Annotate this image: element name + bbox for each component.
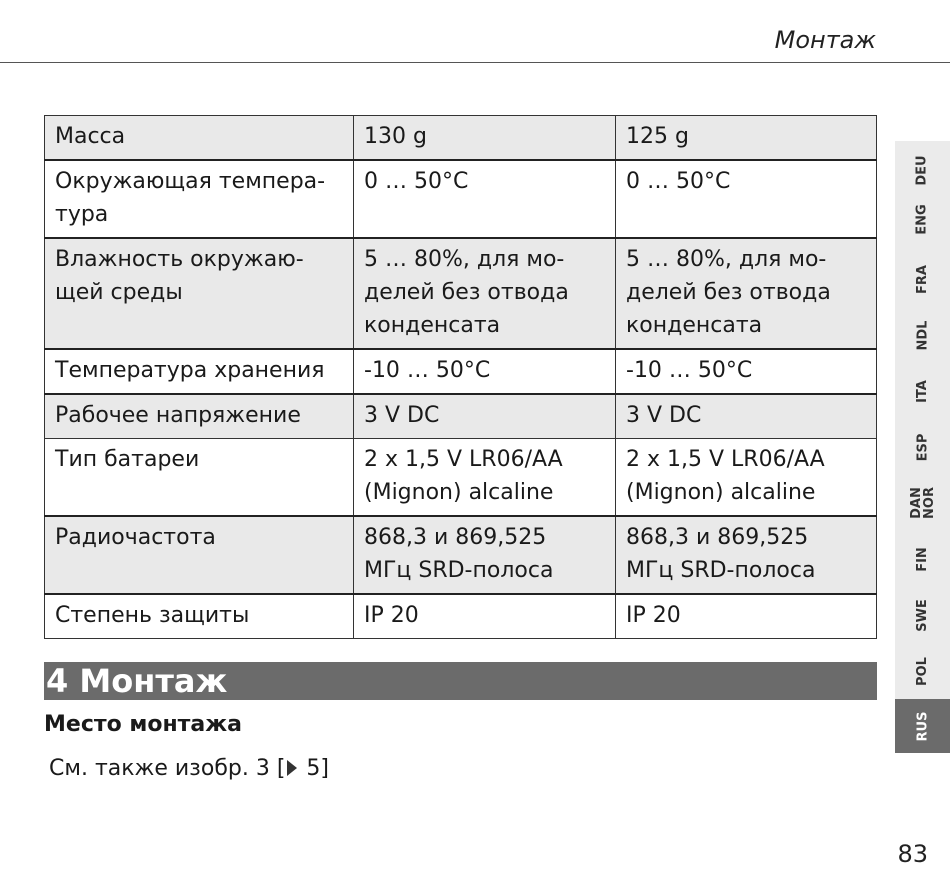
lang-tab-label: RUS xyxy=(915,711,930,741)
table-row xyxy=(45,439,877,517)
table-cell-value: -10 … 50°C xyxy=(354,349,616,394)
lang-tab-deu[interactable] xyxy=(895,141,950,199)
table-cell-label: Масса xyxy=(45,116,354,161)
lang-tab-ita[interactable] xyxy=(895,363,950,419)
table-cell-value: 130 g xyxy=(354,116,616,161)
specifications-table xyxy=(44,115,877,639)
table-row xyxy=(45,116,877,161)
subsection-heading: Место монтажа xyxy=(44,712,243,737)
table-cell-label: Влажность окружаю- щей среды xyxy=(45,238,354,349)
table-cell-value: 3 V DC xyxy=(616,394,877,439)
lang-tab-fra[interactable] xyxy=(895,251,950,307)
table-cell-value: 868,3 и 869,525 МГц SRD-полоса xyxy=(616,516,877,594)
header-divider xyxy=(0,62,950,63)
lang-tab-pol[interactable] xyxy=(895,643,950,699)
table-cell-label: Температура хранения xyxy=(45,349,354,394)
lang-tab-label: DEU xyxy=(914,154,930,186)
page-header-title: Монтаж xyxy=(774,26,876,54)
lang-tab-label: FIN xyxy=(914,546,930,572)
table-row xyxy=(45,516,877,594)
reference-page-link[interactable]: 5] xyxy=(299,756,330,781)
lang-tab-ndl[interactable] xyxy=(895,307,950,363)
table-cell-value: IP 20 xyxy=(354,594,616,639)
table-cell-label: Степень защиты xyxy=(45,594,354,639)
lang-tab-dan-nor[interactable] xyxy=(895,475,950,531)
table-row xyxy=(45,594,877,639)
lang-tab-esp[interactable] xyxy=(895,419,950,475)
table-cell-value: 0 … 50°C xyxy=(354,160,616,238)
lang-tab-eng[interactable] xyxy=(895,193,950,245)
table-row xyxy=(45,349,877,394)
reference-text xyxy=(49,756,329,781)
table-cell-value: 868,3 и 869,525 МГц SRD-полоса xyxy=(354,516,616,594)
table-row xyxy=(45,238,877,349)
lang-tab-label: POL xyxy=(915,656,930,686)
table-cell-value: 5 … 80%, для мо- делей без отвода конденсата xyxy=(354,238,616,349)
table-cell-value: 125 g xyxy=(616,116,877,161)
lang-tab-label: NDL xyxy=(915,320,930,350)
table-cell-value: 5 … 80%, для мо- делей без отвода конденсата xyxy=(616,238,877,349)
reference-text-before: См. также изобр. 3 [ xyxy=(49,756,286,781)
lang-tab-label: DAN NOR xyxy=(908,487,937,519)
table-cell-value: 2 x 1,5 V LR06/AA (Mignon) alcaline xyxy=(616,439,877,517)
lang-tab-label: ESP xyxy=(915,433,930,461)
table-cell-label: Рабочее напряжение xyxy=(45,394,354,439)
table-cell-value: 0 … 50°C xyxy=(616,160,877,238)
table-cell-value: -10 … 50°C xyxy=(616,349,877,394)
page-number: 83 xyxy=(897,840,928,868)
lang-tab-fin[interactable] xyxy=(895,531,950,587)
table-cell-value: 3 V DC xyxy=(354,394,616,439)
table-cell-label: Тип батареи xyxy=(45,439,354,517)
table-row xyxy=(45,394,877,439)
table-cell-label: Радиочастота xyxy=(45,516,354,594)
table-row xyxy=(45,160,877,238)
table-cell-value: 2 x 1,5 V LR06/AA (Mignon) alcaline xyxy=(354,439,616,517)
lang-tab-label: ITA xyxy=(914,379,930,403)
lang-tab-label: SWE xyxy=(915,598,930,632)
lang-tab-rus[interactable] xyxy=(895,699,950,753)
table-cell-value: IP 20 xyxy=(616,594,877,639)
lang-tab-label: ENG xyxy=(915,203,930,235)
play-arrow-icon xyxy=(287,760,297,776)
section-heading: 4 Монтаж xyxy=(44,662,877,700)
lang-tab-label: FRA xyxy=(914,264,930,294)
lang-tab-swe[interactable] xyxy=(895,587,950,643)
language-tabs xyxy=(895,141,950,753)
table-cell-label: Окружающая темпера- тура xyxy=(45,160,354,238)
